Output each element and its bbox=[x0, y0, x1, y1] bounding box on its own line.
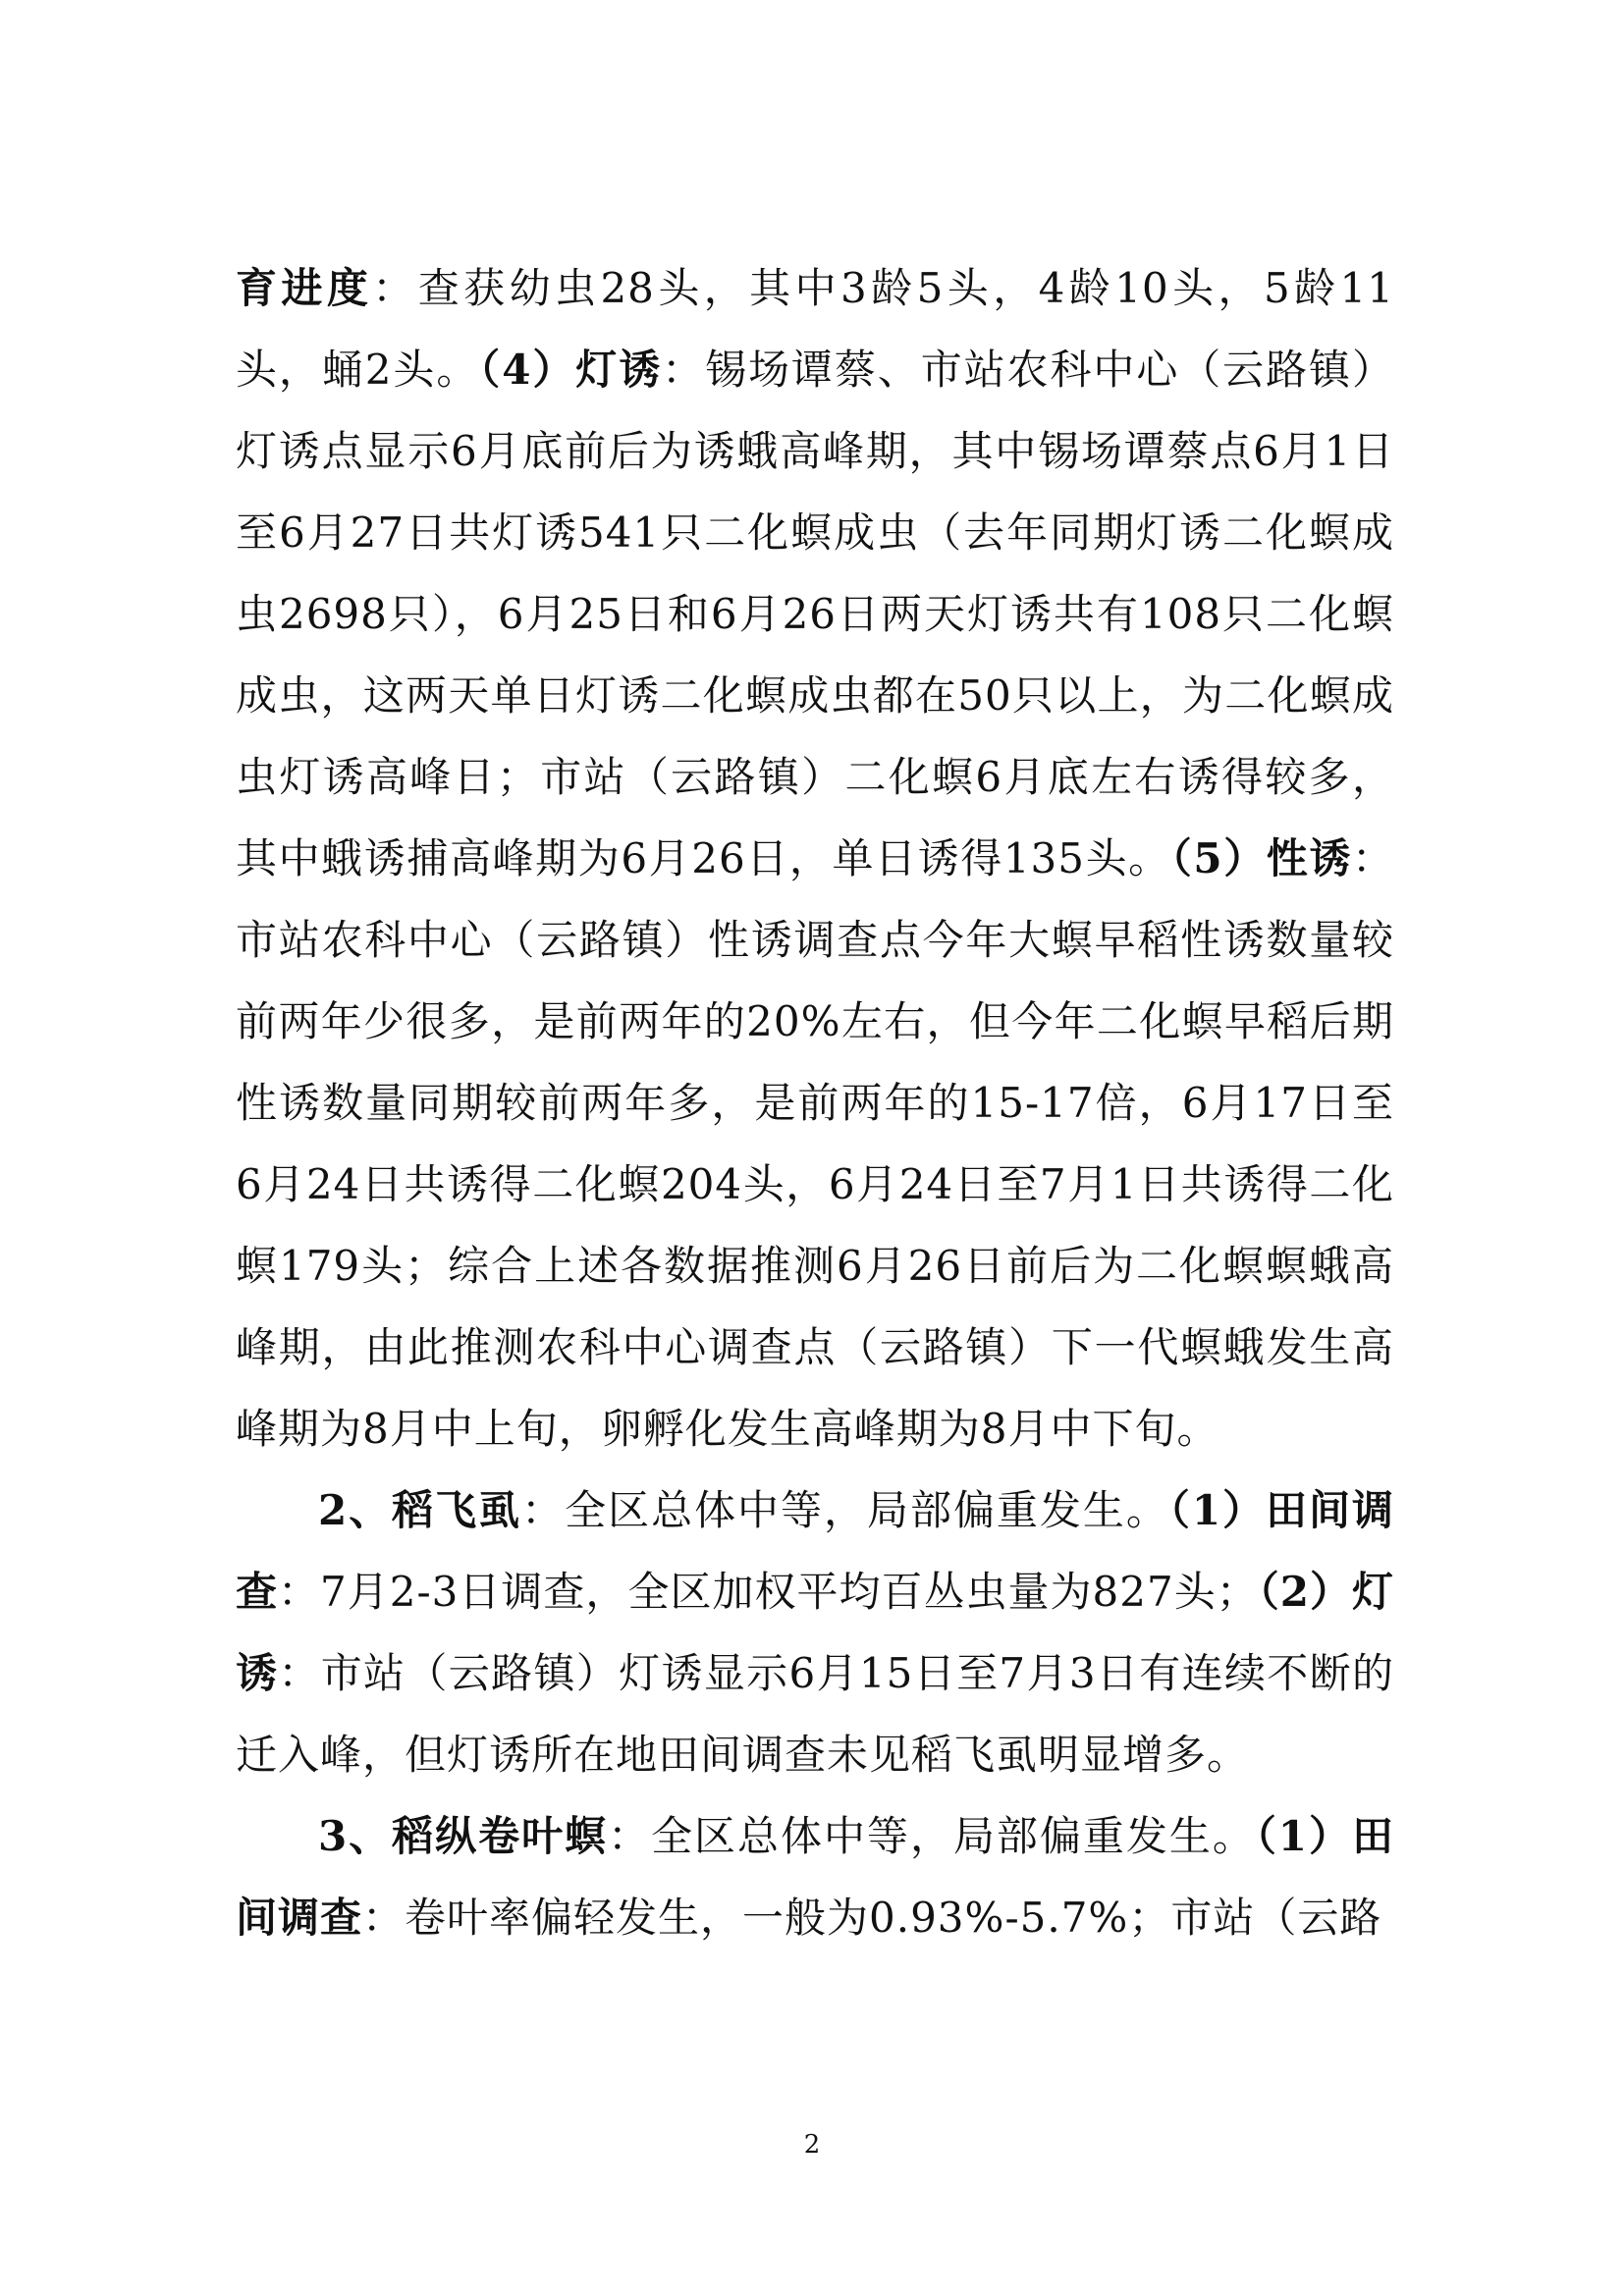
text-field-survey-2: ：卷叶率偏轻发生，一般为0.93%-5.7%；市站（云路 bbox=[362, 1894, 1382, 1942]
page-number: 2 bbox=[803, 2130, 821, 2160]
bold-label-planthopper: 2、稻飞虱 bbox=[318, 1486, 522, 1534]
text-light-trap-2: ：市站（云路镇）灯诱显示6月15日至7月3日有连续不断的迁入峰，但灯诱所在地田间调查未见稻飞虱明显增多。 bbox=[236, 1649, 1394, 1779]
bold-label-light-trap: （4）灯诱 bbox=[479, 346, 663, 394]
bold-label-development-progress: 育进度 bbox=[236, 264, 373, 312]
text-field-survey: ：7月2-3日调查，全区加权平均百丛虫量为827头； bbox=[278, 1568, 1259, 1616]
text-leaf-roller-overview: ：全区总体中等，局部偏重发生。 bbox=[608, 1812, 1256, 1860]
paragraph-leaf-roller bbox=[236, 1795, 1394, 1958]
bold-label-field-survey: （1）田间调查 bbox=[236, 1486, 1394, 1616]
bold-label-sex-trap: （5）性诱 bbox=[1170, 834, 1352, 882]
body-text bbox=[236, 247, 1394, 1958]
text-sex-trap: ：市站农科中心（云路镇）性诱调查点今年大螟早稻性诱数量较前两年少很多，是前两年的20%左右，但今年二化螟早稻后期性诱数量同期较前两年多，是前两年的15-17倍，6月17日至6月24日共诱得二化螟204头，6月24日至7月1日共诱得二化螟179头；综合上述各数据推测6月26日前后为二化螟螟蛾高峰期，由此推测农科中心调查点（云路镇）下一代螟蛾发生高峰期为8月中上旬，卵孵化发生高峰期为8月中下旬。 bbox=[236, 834, 1394, 1453]
bold-label-leaf-roller: 3、稻纵卷叶螟 bbox=[318, 1812, 609, 1860]
bold-label-light-trap-2: （2）灯诱 bbox=[236, 1568, 1394, 1697]
text-planthopper-overview: ：全区总体中等，局部偏重发生。 bbox=[521, 1486, 1169, 1534]
bold-label-field-survey-2: （1）田间调查 bbox=[236, 1812, 1394, 1942]
text-development-progress: ：查获幼虫28头，其中3龄5头，4龄10头，5龄11头，蛹2头。 bbox=[236, 264, 1394, 394]
text-light-trap: ：锡场谭蔡、市站农科中心（云路镇）灯诱点显示6月底前后为诱蛾高峰期，其中锡场谭蔡点6月1日至6月27日共灯诱541只二化螟成虫（去年同期灯诱二化螟成虫2698只），6月25日和6月26日两天灯诱共有108只二化螟成虫，这两天单日灯诱二化螟成虫都在50只以上，为二化螟成虫灯诱高峰日；市站（云路镇）二化螟6月底左右诱得较多，其中蛾诱捕高峰期为6月26日，单日诱得135头。 bbox=[236, 346, 1394, 882]
paragraph-planthopper bbox=[236, 1469, 1394, 1795]
paragraph-rice-stem-borer-continued bbox=[236, 247, 1394, 1469]
